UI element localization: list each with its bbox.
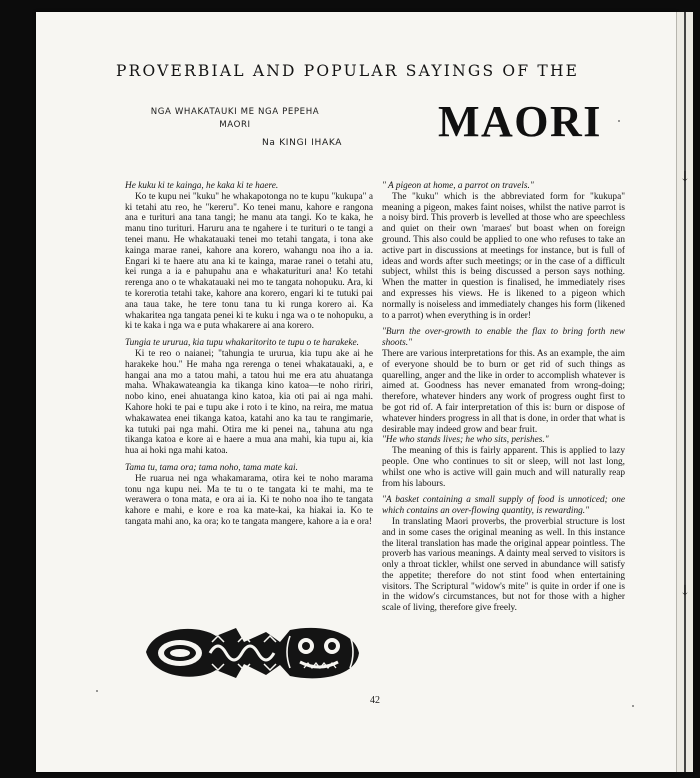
page-number: 42 <box>370 695 380 706</box>
paragraph: There are various interpretations for this. As an example, the aim of everyone should be to burn or get rid of such things as quarelling, anger and the like in order to accomplish whatever is aimed at. Goodness has never emanated from wrong-doing; therefore, whatever hinders any work of progress ought first to be got rid of. A fair interpretation of this is: burn or dispose of whatever hinders progress in all that is done, in order that what is desirable may indeed grow and bear fruit. <box>382 348 625 435</box>
paragraph: The meaning of this is fairly apparent. This is applied to lazy people. One who continues to sit or sleep, will not last long, whilst one who is active will gain much and will naturally reap from his labours. <box>382 446 625 489</box>
paragraph: In translating Maori proverbs, the proverbial structure is lost and in some cases the original meaning as well. In this instance the literal translation has made the original appear pointless. The proverb has various meanings. A dainty meal served to visitors is only a throat tickler, whilst one served in abundance will satisfy the appetite; therefore do not stint food when entertaining visitors. The Scriptural "widow's mite" is quite in order if one is in the widow's circumstances, but not for those with a higher scale of living, therefore give freely. <box>382 516 625 614</box>
proverb: Tungia te ururua, kia tupu whakaritorito te tupu o te harakeke. <box>125 338 359 349</box>
right-column <box>382 181 625 614</box>
proverb-translation: "Burn the over-growth to enable the flax to bring forth new shoots." <box>382 327 625 349</box>
edge-arrow-icon: ↓ <box>679 583 691 599</box>
proverb-translation: " A pigeon at home, a parrot on travels." <box>382 181 534 191</box>
subtitle-line: MAORI <box>219 120 251 130</box>
proverb-translation: "A basket containing a small supply of food is unnoticed; one which contains an over-flowing quantity, is rewarding." <box>382 495 625 517</box>
proverb: He kuku ki te kainga, he kaka ki te haere. <box>125 181 279 191</box>
edge-arrow-icon: ↓ <box>679 169 691 185</box>
article-title-large: MAORI <box>438 97 602 146</box>
paragraph: Ko te kupu nei "kuku" he whakapotonga no te kupu "kukupa" a ki tetahi atu reo, he "kereru". Ko tenei manu, kahore e rangona ana e turituri ana tana tangi; he manu ata tangi. Ko te kaka, he manu tino turituri. Haruru ana te ngahere i te turituri o te tangi a tenei manu. He whakatauaki tenei mo tetahi tangata, i tona ake kainga marae ranei, kahore ana korero, wahangu noa iho a ia. Engari ki te haere atu ana ki te kainga, marae ranei o tetahi atu, kei runga a ia e pahupahu ana e whakaturituri ana! Ko tetahi rerenga ano o te whakatauaki nei mo te tangata nohopuku. Ara, ki te korerotia tetahi take, kahore ana korero, engari ki te tutuki pai ana taua take, he tere tonu tana tu ki runga korero ai. Ka whakaritea nga tangata penei ki te kuku i nga wa o te nohopuku, a ki te kaka i nga wa e puta whakarere ai ana korero. <box>125 191 373 332</box>
page-edge <box>676 12 693 772</box>
subtitle-line: NGA WHAKATAUKI ME NGA PEPEHA <box>150 107 320 117</box>
proverb-translation: "He who stands lives; he who sits, perishes." <box>382 435 549 446</box>
maori-carving-icon <box>140 622 364 684</box>
proverb: Tama tu, tama ora; tama noho, tama mate kai. <box>125 462 298 473</box>
paragraph: Ki te reo o naianei; "tahungia te ururua, kia tupu ake ai he harakeke hou." He maha nga rerenga o tenei whakatauaki, a, e hangai ana mo a tatou mahi, a tatou hui me era atu ahuatanga maha. Whakawateangia ka tikanga kino katoa—te noho ririri, nobo kino, enei ahuatanga kino katoa, kia oti pai ai nga mahi. Kahore hoki te pai e tupu ake i roto i te kino, na reira, me matua whakawatea enei tikanga katoa, katahi ano ka tau te rangimarie, ka tutuki pai nga mahi. Otira me ki penei na,, tahuna atu nga tikanga katoa e kore ai e haere a mua ana mahi, kia tupu ai, kia hua ai hoki nga mahi katoa. <box>125 348 373 457</box>
paragraph: He ruarua nei nga whakamarama, otira kei te noho marama tonu nga kupu nei. Ma te tu o te tangata ki te mahi, ma te werawera o tona mata, e ora ai ia. Ki te noho noa iho te tangata kahore e mahi, e kore e roa ka mate-kai, ka hiakai ia. Ko te tangata mahi ano, ka ora; ko te tangata mangere, kahore a ia e ora! <box>125 473 373 527</box>
article-subtitle <box>120 106 350 132</box>
paragraph: The "kuku" which is the abbreviated form for "kukupa" meaning a pigeon, makes faint noises, whilst the native parrot is a noisy bird. This proverb is levelled at those who are speechless and quiet on their own 'maraes' but boast when on foreign ground. This also could be applied to one who refuses to take an active part in discussions at meetings for instance, but is full of ideas and words after such meetings; or in the case of a difficult subject, whilst this is being discussed a person says nothing. When the matter in question is finalised, he immediately rises and expresses his views. He is likened to a pigeon which normally is noiseless and immediately changes his form (likened to a parrot) when everything is in order! <box>382 191 625 321</box>
article-title: PROVERBIAL AND POPULAR SAYINGS OF THE <box>116 62 580 80</box>
author-byline: Na KINGI IHAKA <box>262 138 343 148</box>
left-column <box>125 181 373 528</box>
